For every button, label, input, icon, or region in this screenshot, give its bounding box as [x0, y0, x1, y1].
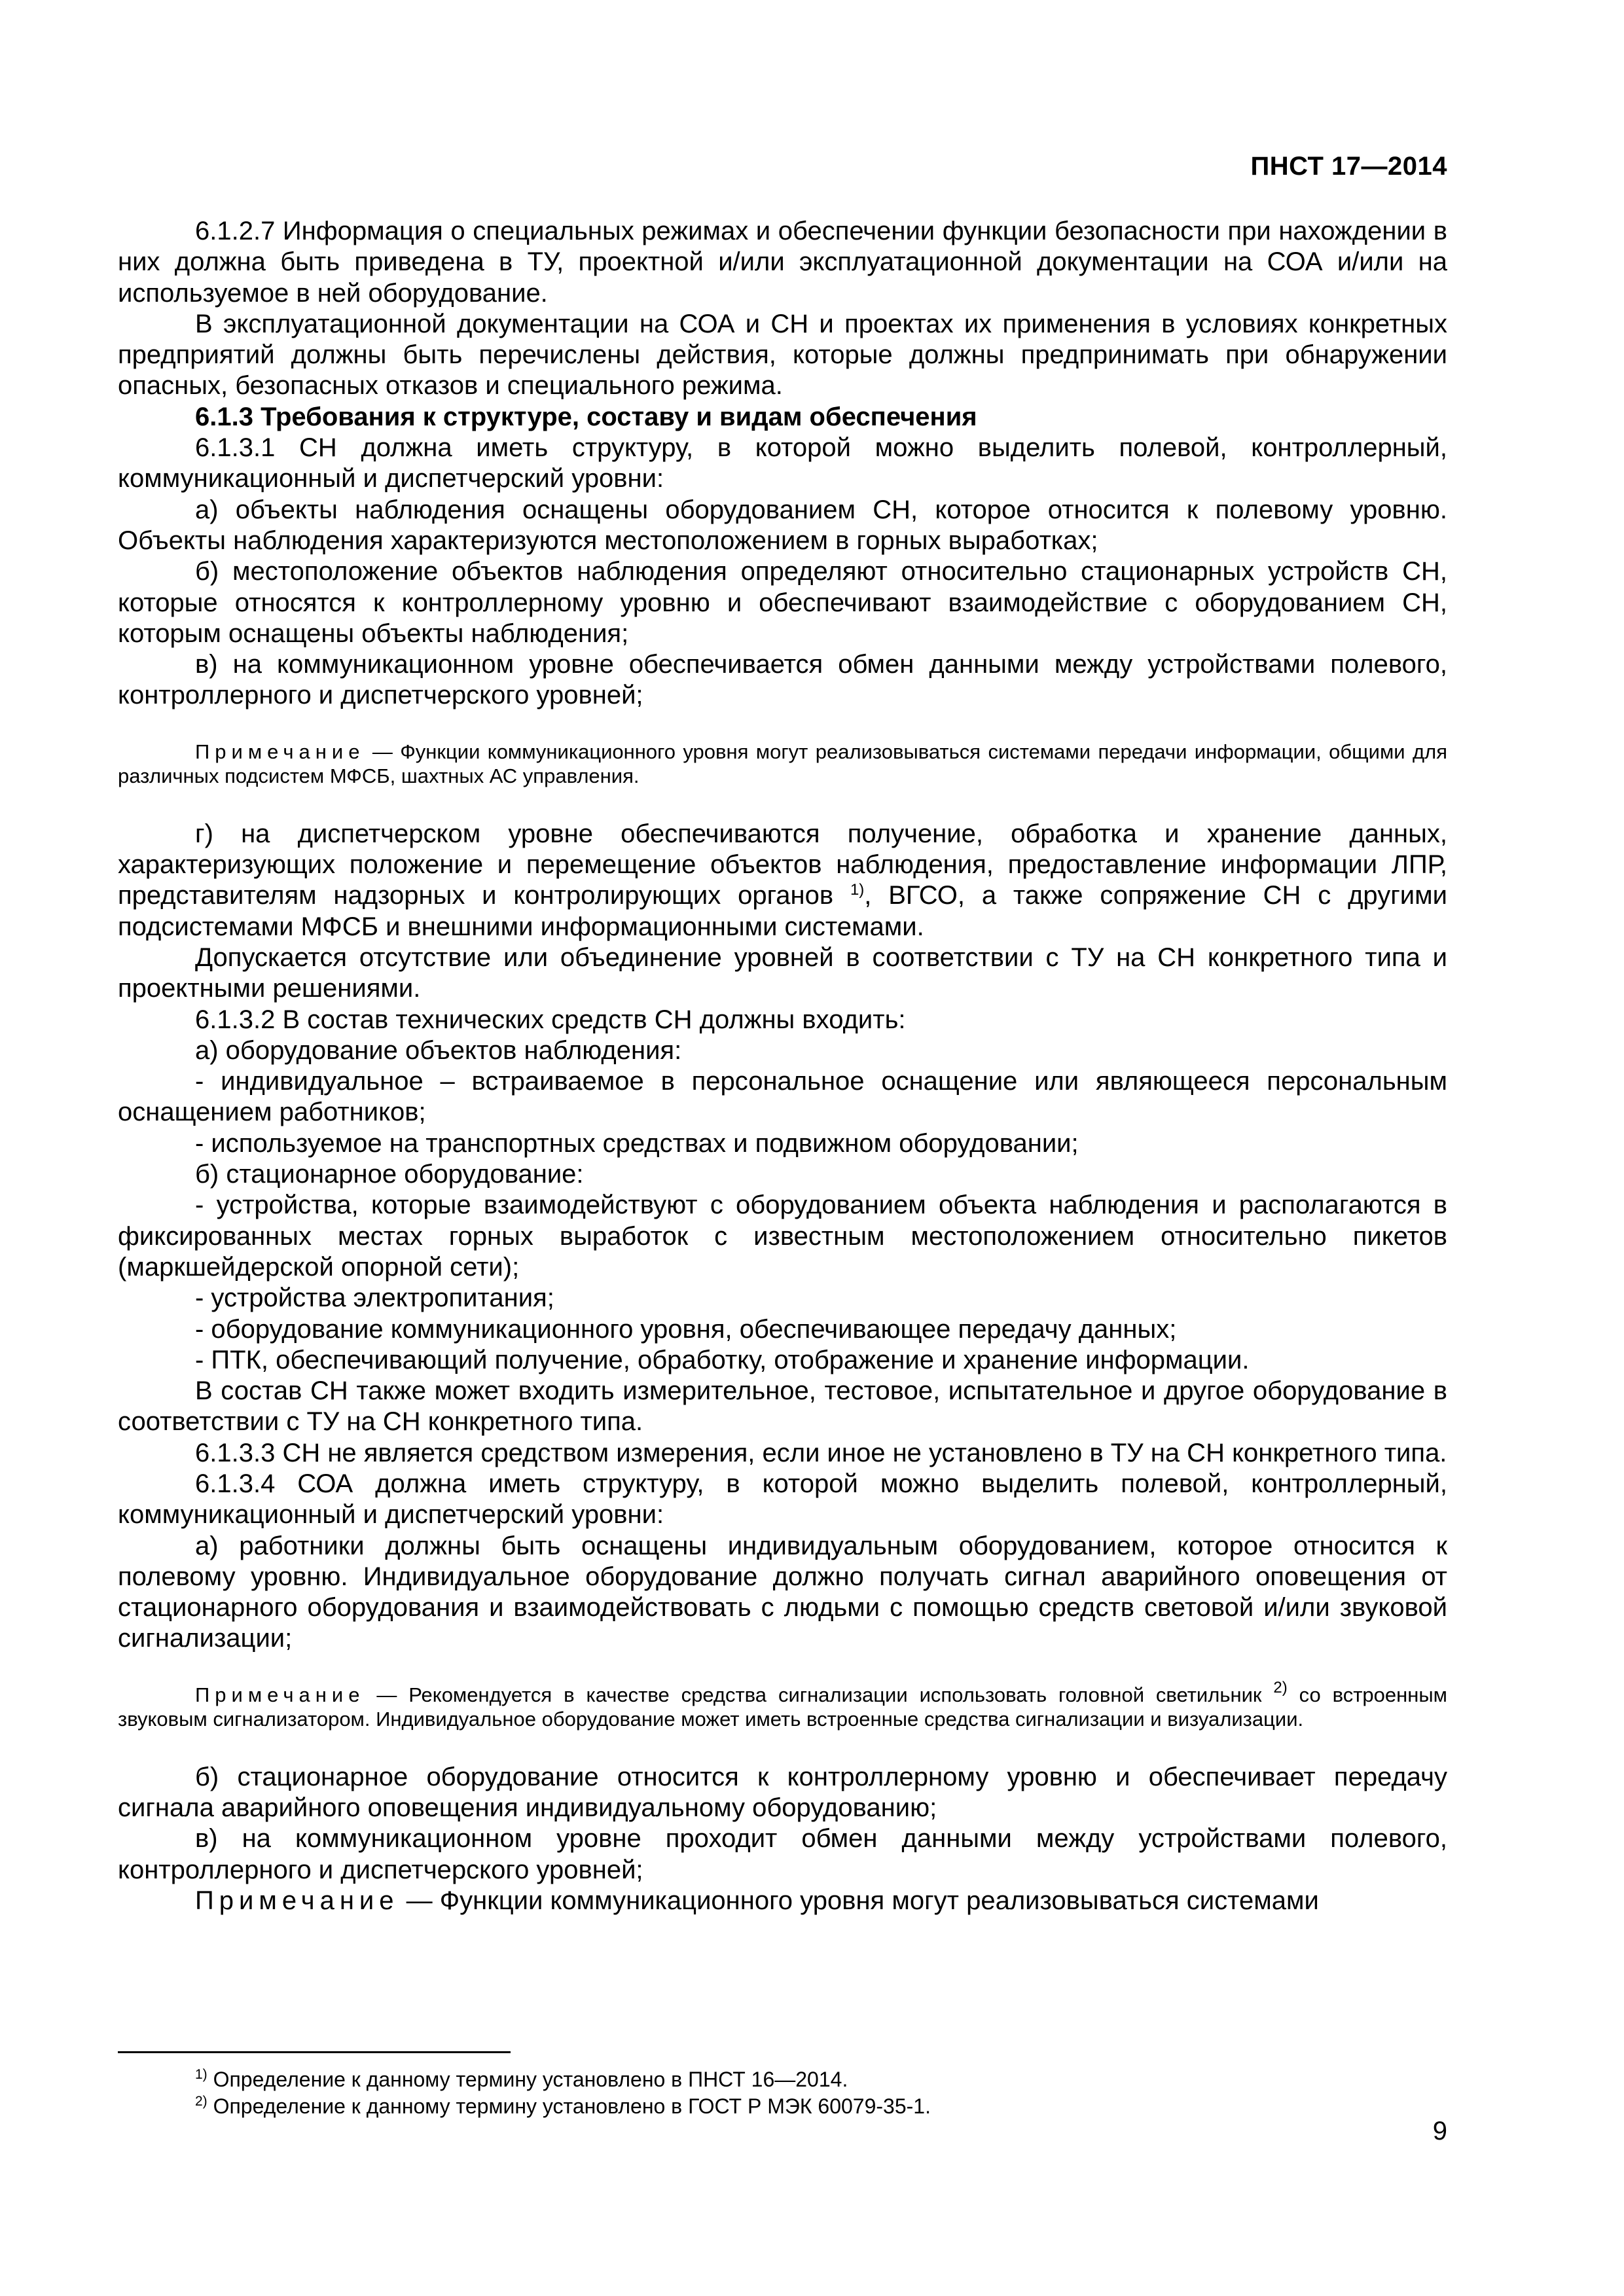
list-item: - ПТК, обеспечивающий получение, обработку, отображение и хранение информации.: [195, 1345, 1250, 1374]
footnote-2: [195, 2093, 931, 2120]
note-1: [118, 740, 1447, 788]
list-item-text: г) на диспетчерском уровне обеспечиваются получение, обработка и хранение данных, характеризующих положение и перемещение объектов наблюдения, предоставление информации ЛПР, представителям надзорных и контролирующих органов: [118, 819, 1447, 910]
paragraph: В состав СН также может входить измерительное, тестовое, испытательное и другое оборудование в соответствии с ТУ на СН конкретного типа.: [118, 1376, 1447, 1437]
paragraph: В эксплуатационной документации на СОА и СН и проектах их применения в условиях конкретных предприятий должны быть перечислены действия, которые должны предпринимать при обнаружении опасных, безопасных отказов и специального режима.: [118, 309, 1447, 401]
list-item: - индивидуальное – встраиваемое в персональное оснащение или являющееся персональным оснащением работников;: [118, 1067, 1447, 1127]
paragraph: Допускается отсутствие или объединение уровней в соответствии с ТУ на СН конкретного типа и проектными решениями.: [118, 942, 1447, 1003]
list-item-text: , ВГСО, а также сопряжение СН с другими подсистемами МФСБ и внешними информационными системами.: [118, 881, 1447, 941]
list-item: а) объекты наблюдения оснащены оборудованием СН, которое относится к полевому уровню. Объекты наблюдения характеризуются местоположением в горных выработках;: [118, 495, 1447, 555]
paragraph: 6.1.2.7 Информация о специальных режимах и обеспечении функции безопасности при нахождении в них должна быть приведена в ТУ, проектной и/или эксплуатационной документации на СОА и/или на используемое в ней оборудование.: [118, 217, 1447, 308]
note-text: — Функции коммуникационного уровня могут реализовываться системами передачи информации, общими для различных подсистем МФСБ, шахтных АС управления.: [118, 740, 1447, 787]
list-item: б) местоположение объектов наблюдения определяют относительно стационарных устройств СН, которые относятся к контроллерному уровню и обеспечивают взаимодействие с оборудованием СН, которым оснащены объекты наблюдения;: [118, 557, 1447, 648]
paragraph: 6.1.3.4 СОА должна иметь структуру, в которой можно выделить полевой, контроллерный, коммуникационный и диспетчерский уровни:: [118, 1469, 1447, 1530]
list-item: а) работники должны быть оснащены индивидуальным оборудованием, которое относится к полевому уровню. Индивидуальное оборудование должно получать сигнал аварийного оповещения от стационарного оборудования и взаимодействовать с людьми с помощью средств световой и/или звуковой сигнализации;: [118, 1531, 1447, 1653]
list-item: б) стационарное оборудование относится к контроллерному уровню и обеспечивает передачу сигнала аварийного оповещения индивидуальному оборудованию;: [118, 1762, 1447, 1823]
page-number: 9: [1432, 2117, 1447, 2145]
list-item: - устройства электропитания;: [195, 1283, 554, 1313]
list-item: [118, 819, 1447, 942]
note-2: [118, 1678, 1447, 1731]
section-heading-6-1-3: 6.1.3 Требования к структуре, составу и видам обеспечения: [195, 402, 977, 431]
list-item: - устройства, которые взаимодействуют с оборудованием объекта наблюдения и располагаются в фиксированных местах горных выработок с известным местоположением относительно пикетов (маркшейдерской опорной сети);: [118, 1191, 1447, 1282]
footnote-text: Определение к данному термину установлено в ГОСТ Р МЭК 60079-35-1.: [207, 2094, 931, 2118]
list-item: в) на коммуникационном уровне обеспечивается обмен данными между устройствами полевого, контроллерного и диспетчерского уровней;: [118, 650, 1447, 710]
footnote-ref-1: 1): [850, 881, 865, 899]
list-item: - используемое на транспортных средствах и подвижном оборудовании;: [195, 1128, 1079, 1158]
paragraph: 6.1.3.3 СН не является средством измерения, если иное не установлено в ТУ на СН конкретного типа.: [195, 1438, 1447, 1467]
list-item: - оборудование коммуникационного уровня, обеспечивающее передачу данных;: [195, 1314, 1177, 1344]
footnote-separator: [118, 2051, 511, 2053]
note-text: — Рекомендуется в качестве средства сигнализации использовать головной светильник: [365, 1683, 1274, 1706]
note-label: Примечание: [195, 1683, 365, 1706]
document-code-header: ПНСТ 17—2014: [1250, 152, 1447, 181]
paragraph: 6.1.3.1 СН должна иметь структуру, в которой можно выделить полевой, контроллерный, коммуникационный и диспетчерский уровни:: [118, 433, 1447, 493]
list-item: а) оборудование объектов наблюдения:: [195, 1035, 682, 1065]
note-3: [118, 1886, 1447, 1916]
paragraph: 6.1.3.2 В состав технических средств СН должны входить:: [195, 1005, 906, 1034]
footnote-mark: 1): [195, 2067, 208, 2082]
list-item: б) стационарное оборудование:: [195, 1160, 584, 1189]
footnote-text: Определение к данному термину установлено в ПНСТ 16—2014.: [207, 2068, 848, 2091]
list-item: в) на коммуникационном уровне проходит обмен данными между устройствами полевого, контроллерного и диспетчерского уровней;: [118, 1824, 1447, 1884]
footnotes: [195, 2066, 931, 2120]
note-label: Примечание: [195, 1886, 399, 1915]
note-text: со встроенным звуковым сигнализатором. Индивидуальное оборудование может иметь встроенные средства сигнализации и визуализации.: [118, 1683, 1447, 1731]
page-body: [118, 216, 1447, 1916]
footnote-mark: 2): [195, 2094, 208, 2109]
note-label: Примечание: [195, 740, 365, 763]
footnote-1: [195, 2066, 931, 2093]
footnote-ref-2: 2): [1273, 1678, 1288, 1696]
note-text: — Функции коммуникационного уровня могут реализовываться системами: [399, 1886, 1319, 1915]
